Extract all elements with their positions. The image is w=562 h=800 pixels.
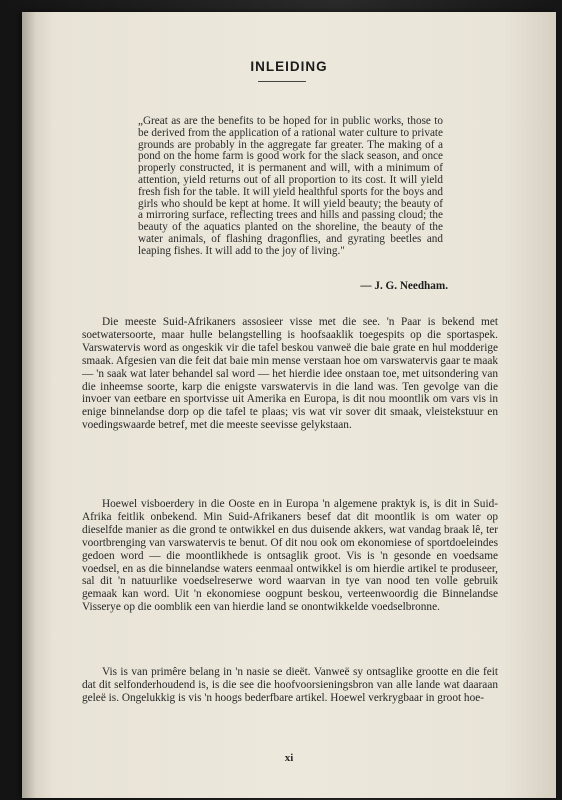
body-paragraph-2: Hoewel visboerdery in die Ooste en in Europa 'n algemene praktyk is, is dit in Suid-Afrika feitlik onbekend. Min Suid-Afrikaners besef dat dit moontlik is om water op dieselfde manier as die grond te ontwikkel en dus duisende akkers, wat vandag braak lê, ter voortbrenging van varswatervis te benut. Of dit nou ook om ekonomiese of sportdoeleindes gedoen word — die moontlikhede is ontsaglik groot. Vis is 'n gesonde en voedsame voedsel, en as die binnelandse waters eenmaal ontwikkel is om hierdie artikel te produseer, sal dit 'n natuurlike voedselreserwe word waarvan in tye van nood ten volle gebruik gemaak kan word. Uit 'n ekonomiese oogpunt beskou, verteenwoordig die Binnelandse Visserye op die oomblik een van hierdie land se onontwikkelde voedselbronne. [82,498,498,614]
body-paragraph-1: Die meeste Suid-Afrikaners assosieer visse met die see. 'n Paar is bekend met soetwatersoorte, maar hulle belangstelling is hoofsaaklik toegespits op die sportaspek. Varswatervis word as ongeskik vir die tafel beskou vanweë die baie grate en hul modderige smaak. Afgesien van die feit dat baie min mense verstaan hoe om varswatervis gaar te maak — 'n saak wat later behandel sal word — het hierdie idee onstaan toe, met uitsondering van die inheemse soorte, karp die enigste varswatervis in die land was. Ten gevolge van die invoer van eetbare en sportvisse uit Amerika en Europa, is dit nou moontlik om vars vis in enige binnelandse dorp op die tafel te plaas; vis wat vir sover dit smaak, vleistekstuur en voedingswaarde betref, met die meeste seevisse gelykstaan. [82,316,498,432]
book-page [22,12,556,798]
page-spine-shadow [22,12,36,798]
epigraph-quote: „Great as are the benefits to be hoped for in public works, those to be derived from the application of a rational water culture to private grounds are probably in the aggregate far greater. The making of a pond on the home farm is good work for the slack season, and once properly constructed, it is permanent and will, with a minimum of attention, yield returns out of all proportion to its cost. It will yield fresh fish for the table. It will yield healthful sports for the boys and girls who should be kept at home. It will yield beauty; the beauty of a mirroring surface, reflecting trees and hills and passing cloud; the beauty of the aquatics planted on the shoreline, the beauty of the water animals, of flashing dragonflies, and gyrating beetles and leaping fishes. It will add to the joy of living." [138,115,443,257]
epigraph-author: — J. G. Needham. [360,280,448,292]
page-title: INLEIDING [250,59,328,74]
page-number: xi [284,752,294,764]
title-underline [258,81,306,82]
body-paragraph-3: Vis is van primêre belang in 'n nasie se dieët. Vanweë sy ontsaglike grootte en die feit dat dit selfonderhoudend is, is die see die hoofvoorsieningsbron van alle lande wat daaraan geleë is. Ongelukkig is vis 'n hoogs bederfbare artikel. Hoewel verkrygbaar in groot hoe- [82,666,498,704]
